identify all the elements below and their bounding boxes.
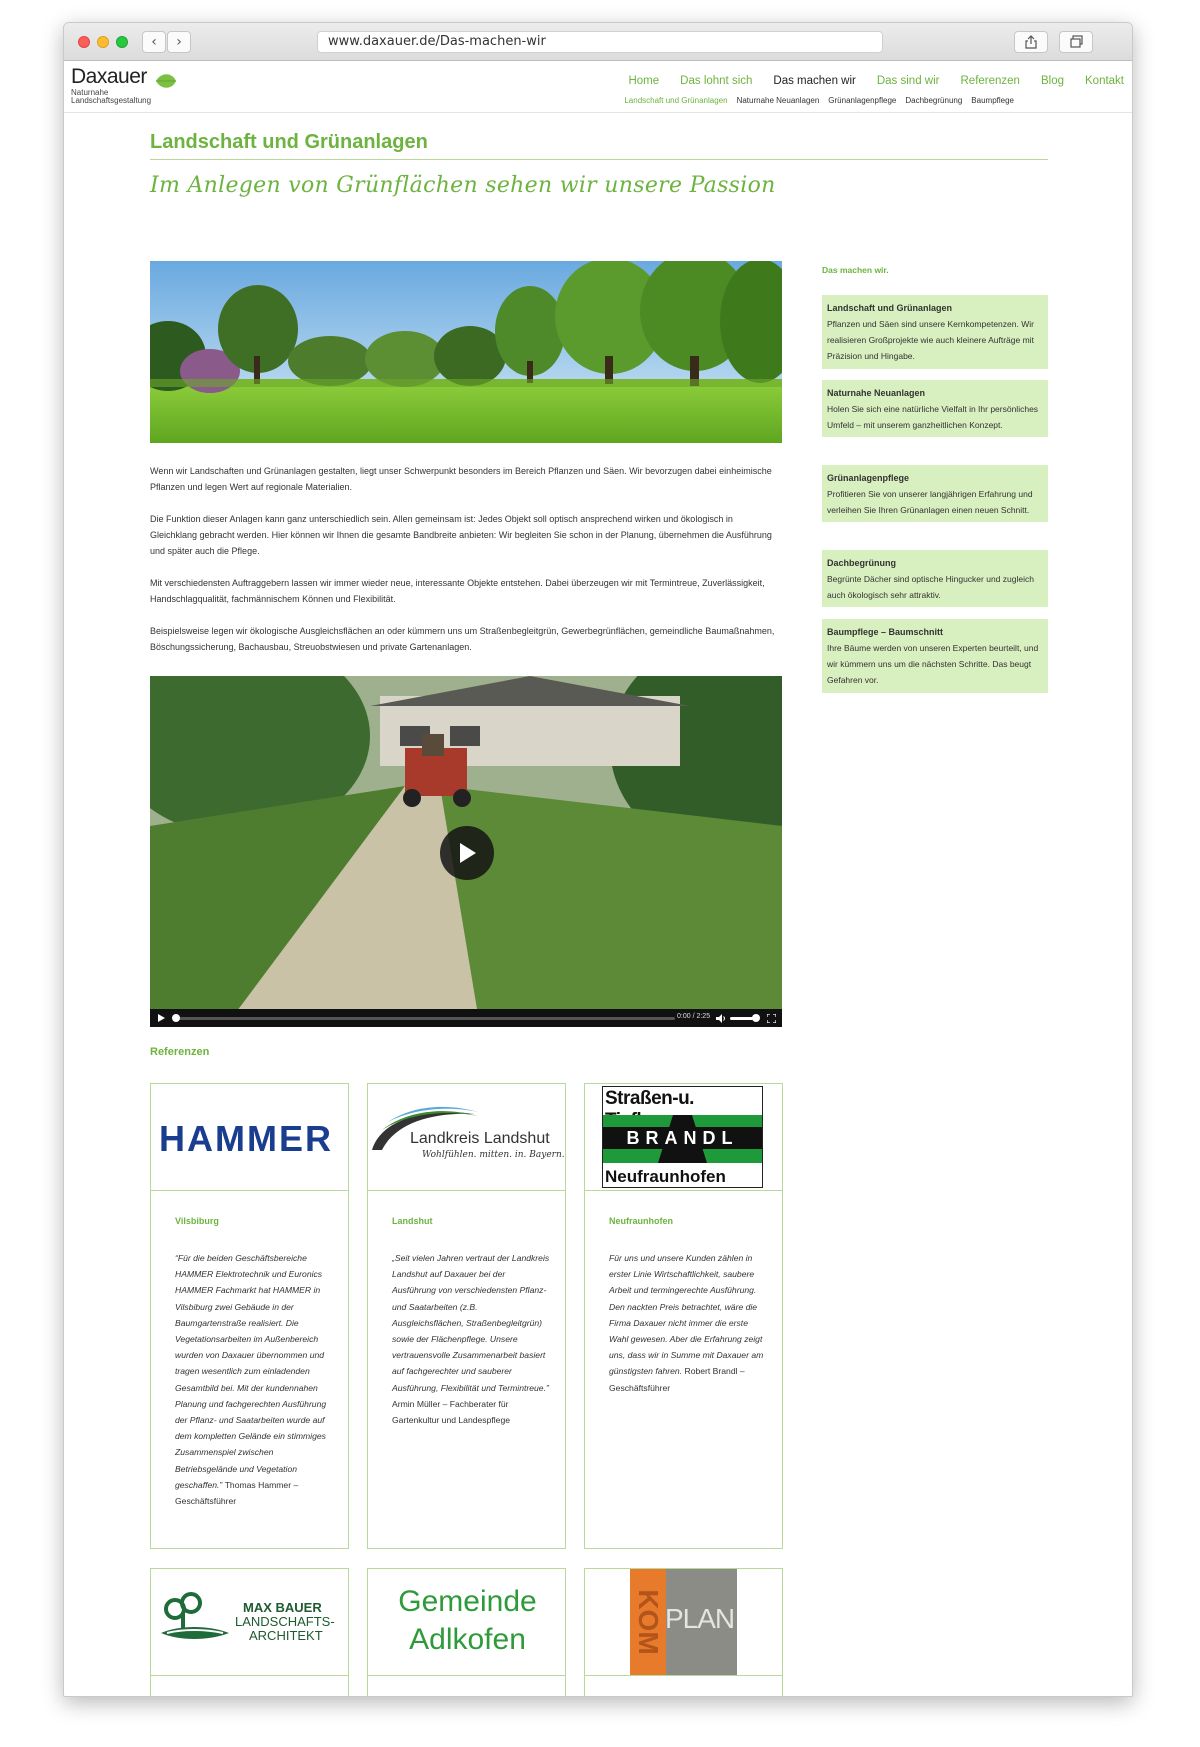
share-icon (1025, 35, 1037, 49)
main-navigation (607, 75, 1124, 87)
title-divider (150, 159, 1048, 160)
brandl-logo-band (603, 1115, 762, 1163)
reference-card-hammer (150, 1083, 349, 1549)
reference-card-landshut (367, 1083, 566, 1549)
reference-quote-text: „Seit vielen Jahren vertraut der Landkreis Landshut auf Daxauer bei der Ausführung von verschiedensten Pflanz- und Saatarbeiten (z.B. Ausgleichsflächen, Straßenbegleitgrün) sowie der Flächenpflege. Unsere vertrauensvolle Zusammenarbeit basiert auf fachgerechter und sauberer Ausführung, Flexibilität und Termintreue.” (392, 1253, 550, 1393)
nav-home[interactable]: Home (628, 75, 660, 87)
sub-navigation (615, 96, 1014, 105)
share-button[interactable] (1014, 31, 1048, 53)
sidebar-item-desc: Holen Sie sich eine natürliche Vielfalt in Ihr persönliches Umfeld – mit unserem ganzheitlichen Konzept. (827, 404, 1039, 431)
sidebar-item-neuanlagen[interactable] (822, 380, 1048, 437)
landshut-logo-text: Landkreis Landshut (410, 1130, 550, 1147)
hammer-logo[interactable] (151, 1084, 348, 1191)
sidebar-item-baumpflege[interactable] (822, 619, 1048, 693)
reference-quote-text: Für uns und unsere Kunden zählen in erster Linie Wirtschaftlichkeit, saubere Arbeit und termingerechte Ausführung. Den nackten Preis betrachtet, wäre die Firma Daxauer nicht immer die erste Wahl gewesen. Aber die Erfahrung zeigt uns, dass wir in Summe mit Daxauer am günstigsten fahren. (609, 1253, 764, 1377)
forward-button[interactable] (167, 31, 191, 53)
reference-quote (175, 1250, 333, 1509)
intro-paragraph-2: Die Funktion dieser Anlagen kann ganz unterschiedlich sein. Allen gemeinsam ist: Jedes Objekt soll optisch ansprechend wirken und ökologisch in Gleichklang gebracht werden. Hier können wir Ihnen die gesamte Bandbreite anbieten: Wir begleiten Sie schon in der Planung, übernehmen die Ausführung und später auch die Pflege. (150, 514, 772, 556)
zoom-window-button[interactable] (116, 36, 128, 48)
brandl-logo-name: BRANDL (603, 1127, 762, 1149)
nav-kontakt[interactable]: Kontakt (1085, 75, 1124, 87)
reference-city: Neufraunhofen (609, 1216, 673, 1226)
max-bauer-tree-icon (159, 1589, 231, 1649)
landkreis-landshut-logo[interactable] (368, 1084, 565, 1191)
logo-name: Daxauer (71, 65, 147, 88)
play-small-icon[interactable] (158, 1014, 165, 1022)
nav-das-machen-wir[interactable]: Das machen wir (773, 75, 856, 87)
sidebar-item-desc: Pflanzen und Säen sind unsere Kernkompetenzen. Wir realisieren Großprojekte wie auch kleinere Aufträge mit Präzision und Hingabe. (827, 319, 1034, 362)
browser-toolbar (64, 23, 1132, 61)
komplan-kom: KOM (633, 1589, 664, 1655)
volume-icon[interactable] (716, 1014, 726, 1023)
reference-card-komplan (584, 1568, 783, 1697)
chevron-right-icon: › (176, 34, 182, 50)
site-logo[interactable] (71, 65, 151, 105)
landshut-logo-slogan: Wohlfühlen. mitten. in. Bayern. (422, 1150, 565, 1160)
nav-das-lohnt-sich[interactable]: Das lohnt sich (680, 75, 753, 87)
video-player[interactable] (150, 676, 782, 1027)
sidebar-item-landschaft[interactable] (822, 295, 1048, 369)
chevron-left-icon: ‹ (151, 34, 157, 50)
close-window-button[interactable] (78, 36, 90, 48)
reference-card-brandl (584, 1083, 783, 1549)
sidebar-item-desc: Profitieren Sie von unserer langjährigen Erfahrung und verleihen Sie Ihren Grünanlagen einen neuen Schnitt. (827, 489, 1033, 516)
max-bauer-logo[interactable] (151, 1569, 348, 1676)
tabs-button[interactable] (1059, 31, 1093, 53)
adlkofen-line-2: Adlkofen (409, 1623, 526, 1656)
sidebar-item-gruenanlagenpflege[interactable] (822, 465, 1048, 522)
intro-paragraph-4: Beispielsweise legen wir ökologische Ausgleichsflächen an oder kümmern uns um Straßenbegleitgrün, Gewerbegrünflächen, gemeindliche Baumaßnahmen, Böschungssicherung, Bachausbau, Streuobstwiesen und private Gartenanlagen. (150, 626, 775, 652)
brandl-logo-bottom: Neufraunhofen (605, 1167, 726, 1186)
sidebar-item-title: Grünanlagenpflege (827, 473, 910, 483)
reference-card-max-bauer (150, 1568, 349, 1697)
fullscreen-icon[interactable] (767, 1014, 776, 1023)
play-icon (460, 843, 476, 863)
brandl-logo-frame (602, 1086, 763, 1188)
hero-image-park (150, 261, 782, 443)
brandl-logo[interactable] (585, 1084, 782, 1191)
reference-author: Thomas Hammer – Geschäftsführer (175, 1479, 299, 1507)
page-title: Landschaft und Grünanlagen (150, 131, 428, 153)
play-button[interactable] (440, 826, 494, 880)
sidebar-item-title: Naturnahe Neuanlagen (827, 388, 926, 398)
reference-quote-text: “Für die beiden Geschäftsbereiche HAMMER Elektrotechnik und Euronics HAMMER Fachmarkt hat HAMMER in Vilsbiburg zwei Gebäude in der Baumgartenstraße realisiert. Die Vegetationsarbeiten im Außenbereich wurden von Daxauer übernommen und tragen wesentlich zum einladenden Gesamtbild bei. Mit der kundennahen Planung und fachgerechten Ausführung der Pflanz- und Saatarbeiten wurde auf dem kompletten Gelände ein stimmiges Zusammenspiel zwischen Betriebsgelände und Vegetation geschaffen.” (175, 1253, 327, 1490)
subnav-landschaft[interactable]: Landschaft und Grünanlagen (624, 96, 728, 105)
page-tagline: Im Anlegen von Grünflächen sehen wir unsere Passion (150, 173, 776, 198)
site-header (64, 61, 1132, 113)
subnav-gruenanlagenpflege[interactable]: Grünanlagenpflege (828, 96, 897, 105)
minimize-window-button[interactable] (97, 36, 109, 48)
tabs-icon (1070, 35, 1083, 48)
back-button[interactable] (142, 31, 166, 53)
subnav-neuanlagen[interactable]: Naturnahe Neuanlagen (736, 96, 820, 105)
park-illustration (150, 261, 782, 443)
sidebar-item-desc: Ihre Bäume werden von unseren Experten beurteilt, und wir kümmern uns um die nächsten Schritte. Das beugt Gefahren vor. (827, 643, 1039, 686)
nav-referenzen[interactable]: Referenzen (960, 75, 1020, 87)
max-bauer-name: MAX BAUER (243, 1600, 322, 1615)
sidebar-item-title: Dachbegrünung (827, 558, 896, 568)
sidebar-item-title: Landschaft und Grünanlagen (827, 303, 953, 313)
logo-subtitle-1: Naturnahe (71, 88, 109, 97)
gemeinde-adlkofen-logo[interactable] (368, 1569, 565, 1676)
komplan-logo[interactable] (585, 1569, 782, 1676)
references-heading: Referenzen (150, 1046, 210, 1058)
video-progress-track[interactable] (175, 1017, 675, 1020)
subnav-dachbegruenung[interactable]: Dachbegrünung (905, 96, 963, 105)
browser-window (63, 22, 1133, 1697)
leaf-icon (155, 72, 177, 90)
reference-quote (392, 1250, 550, 1428)
reference-author: Armin Müller – Fachberater für Gartenkultur und Landespflege (392, 1398, 511, 1426)
reference-card-adlkofen (367, 1568, 566, 1697)
sidebar-heading: Das machen wir. (822, 265, 889, 275)
address-bar[interactable]: www.daxauer.de/Das-machen-wir (317, 31, 883, 53)
sidebar-item-dachbegruenung[interactable] (822, 550, 1048, 607)
hammer-logo-text: HAMMER (159, 1118, 333, 1159)
volume-handle[interactable] (752, 1014, 760, 1022)
video-time: 0:00 / 2:25 (677, 1013, 711, 1020)
video-controls (150, 1009, 782, 1027)
subnav-baumpflege[interactable]: Baumpflege (971, 96, 1014, 105)
reference-quote (609, 1250, 767, 1396)
intro-paragraph-3: Mit verschiedensten Auftraggebern lassen wir immer wieder neue, interessante Objekte entstehen. Dabei überzeugen wir mit Termintreue, Zuverlässigkeit, Handschlagqualität, fachmännischem Können und Flexibilität. (150, 578, 765, 604)
nav-das-sind-wir[interactable]: Das sind wir (876, 75, 940, 87)
intro-text (150, 463, 782, 671)
max-bauer-line-3: ARCHITEKT (249, 1628, 323, 1643)
brandl-logo-top: Straßen-u. (605, 1088, 694, 1109)
reference-city: Landshut (392, 1216, 433, 1226)
reference-city: Vilsbiburg (175, 1216, 219, 1226)
logo-subtitle-2: Landschaftsgestaltung (71, 96, 152, 105)
nav-blog[interactable]: Blog (1040, 75, 1064, 87)
sidebar-item-title: Baumpflege – Baumschnitt (827, 627, 944, 637)
max-bauer-line-2: LANDSCHAFTS- (235, 1614, 335, 1629)
komplan-plan: PLAN (665, 1603, 735, 1634)
adlkofen-line-1: Gemeinde (398, 1585, 537, 1618)
intro-paragraph-1: Wenn wir Landschaften und Grünanlagen gestalten, liegt unser Schwerpunkt besonders im Bereich Pflanzen und Säen. Wir bevorzugen dabei einheimische Pflanzen und legen Wert auf regionale Materialien. (150, 466, 772, 492)
reference-author: Robert Brandl – Geschäftsführer (609, 1366, 745, 1393)
sidebar-item-desc: Begrünte Dächer sind optische Hingucker und zugleich auch ökologisch sehr attraktiv. (827, 574, 1034, 601)
video-progress-handle[interactable] (172, 1014, 180, 1022)
